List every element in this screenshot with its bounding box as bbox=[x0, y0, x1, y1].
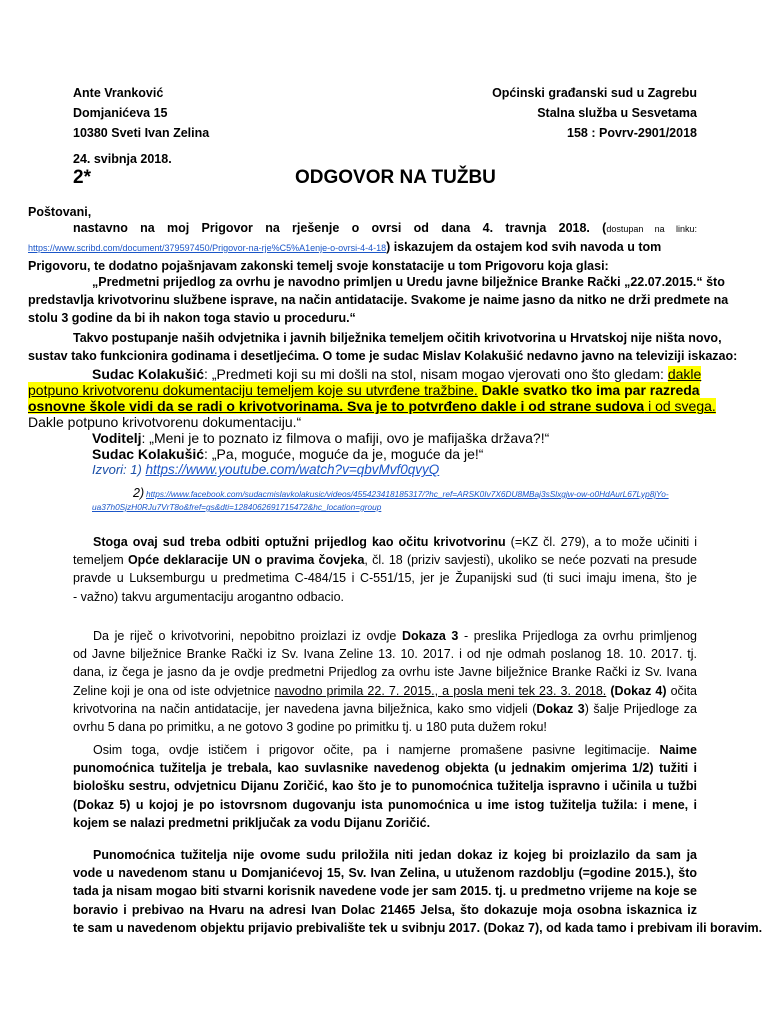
forgery-line-5-a: krivotvorina na način antidatacije, jer navedena javna bilježnica, kako smo vidjeli ( bbox=[73, 701, 537, 716]
forgery-line-2: od Javne bilježnice Branke Rački iz Sv. Ivana Zeline 13. 10. 2017. i od nje odmah poslanog 18. 10. 2017. tj. bbox=[73, 647, 697, 662]
argument-line-2-end: , čl. 18 (priziv savjesti), ukoliko se neće pozvati na presude bbox=[364, 553, 697, 568]
context-line-1: Takvo postupanje naših odvjetnika i javnih bilježnika temeljem očitih krivotvorina u Hrvatskoj nije ništa novo, bbox=[73, 331, 722, 345]
highlight-anyone-sees: Dakle svatko tko ima par razreda bbox=[477, 382, 700, 398]
highlight-forged-docs: potpuno krivotvorenu dokumentaciju temeljem koje su utvrđene tražbine. bbox=[28, 382, 478, 398]
highlight-confirmed: osnovne škole vidi da se radi o krivotvorinama. Sva je to potvrđeno dakle i od strane sudova bbox=[28, 398, 645, 414]
forgery-line-1-c: - preslika Prijedloga za ovrhu primljenog bbox=[458, 629, 697, 643]
forgery-line-6: ovrhu 5 dana po primitku, a ne gotovo 3 godine po primitku tj. u 180 puta dužem roku! bbox=[73, 719, 547, 734]
intro-line-3: Prigovoru, te dodatno pojašnjavam zakonski temelj svoje konstatacije u tom Prigovoru koja glasi: bbox=[28, 259, 609, 274]
legitimacy-line-1-a: Osim toga, ovdje ističem i prigovor očite, pa i namjerne promašene pasivne legitimacije. bbox=[93, 743, 660, 757]
argument-bold-claim: Stoga ovaj sud treba odbiti optužni prijedlog kao očitu krivotvorinu bbox=[93, 535, 506, 549]
argument-line-3: pravde u Luksemburgu u predmetima C-484/15 i C-551/15, jer je Županijski sud (ti suci imaju imena, što je bbox=[73, 571, 697, 586]
evidence-3-ref: Dokaz 3 bbox=[536, 701, 585, 716]
quote-line-1: „Predmetni prijedlog za ovrhu je navodno primljen u Uredu javne bilježnice Branke Rački „22.07.2015.“ što bbox=[92, 275, 725, 289]
argument-line-4: - važno) takvu argumentaciju arogantno odbacio. bbox=[73, 589, 344, 604]
legitimacy-naime: Naime bbox=[659, 743, 697, 757]
sender-name: Ante Vranković bbox=[73, 86, 164, 100]
salutation: Poštovani, bbox=[28, 205, 92, 219]
legitimacy-line-4: (Dokaz 5) u kojoj je po istovrsnom dugovanju ista punomoćnica u ime istog tužitelja tužila: i mene, i bbox=[73, 797, 697, 812]
intro-paragraph bbox=[28, 219, 697, 275]
context-line-2: sustav tako funkcionira godinama i desetljećima. O tome je sudac Mislav Kolakušić nedavno javno na televiziji iskazao: bbox=[28, 349, 738, 364]
youtube-link[interactable]: https://www.youtube.com/watch?v=qbvMvf0qvyQ bbox=[145, 462, 440, 477]
speaker-judge-2: Sudac Kolakušić bbox=[92, 446, 205, 462]
argument-line-2-start: temeljem bbox=[73, 553, 128, 568]
document-date: 24. svibnja 2018. bbox=[73, 152, 172, 166]
document-title: ODGOVOR NA TUŽBU bbox=[295, 167, 496, 188]
context-paragraph bbox=[28, 329, 738, 365]
forgery-line-1-a: Da je riječ o krivotvorini, nepobitno proizlazi iz ovdje bbox=[93, 629, 402, 643]
residence-line-2: vode u navedenom stanu u Domjanićevoj 15, Sv. Ivan Zelina, u utuženom razdoblju (=godine 2015.), što bbox=[73, 866, 697, 881]
evidence-7: Dokaz 7 bbox=[487, 920, 535, 935]
judge-statement-2: : „Pa, moguće, moguće da je, moguće da je!“ bbox=[204, 446, 484, 462]
residence-line-4-a: boravio i prebivao na Hvaru na adresi Ivan Dolac 21465 Jelsa, što dokazuje moja osobna iskaznica iz bbox=[73, 902, 697, 917]
residence-line-3: tada ja nisam mogao biti stvarni korisnik navedene vode jer sam 2015. tj. u predmetno vrijeme na koje se bbox=[73, 884, 697, 899]
argument-paragraph bbox=[73, 533, 697, 606]
legitimacy-paragraph bbox=[73, 741, 697, 832]
forgery-line-4-a: Zeline koji je ona od iste odvjetnice bbox=[73, 683, 275, 698]
forgery-paragraph bbox=[73, 627, 697, 736]
highlight-dakle: dakle bbox=[667, 366, 702, 382]
evidence-3: Dokaza 3 bbox=[402, 629, 459, 643]
legitimacy-line-5: kojem se nalazi predmetni priključak za vodu Dijanu Zoričić. bbox=[73, 815, 431, 830]
intro-line-1: nastavno na moj Prigovor na rješenje o ovrsi od dana 4. travnja 2018. ( bbox=[73, 221, 607, 235]
link-note: dostupan na linku: bbox=[606, 224, 697, 234]
sender-street: Domjanićeva 15 bbox=[73, 106, 168, 120]
argument-line-1-end: (=KZ čl. 279), a to može učiniti i bbox=[505, 535, 697, 549]
sources-label: Izvori: 1) bbox=[92, 462, 146, 477]
interview-block bbox=[28, 366, 718, 478]
quoted-statement bbox=[28, 273, 729, 328]
sender-city: 10380 Sveti Ivan Zelina bbox=[73, 126, 210, 140]
quote-line-3: stolu 3 godine da bi ih nakon toga stavio u proceduru.“ bbox=[28, 311, 356, 326]
speaker-judge: Sudac Kolakušić bbox=[92, 366, 205, 382]
judge-statement-start: : „Predmeti koji su mi došli na stol, nisam mogao vjerovati ono što gledam: bbox=[204, 366, 668, 382]
page-mark: 2* bbox=[73, 167, 91, 188]
evidence-4: (Dokaz 4) bbox=[606, 683, 667, 698]
intro-line-2: ) iskazujem da ostajem kod svih navoda u tom bbox=[386, 240, 662, 254]
case-number: 158 : Povrv-2901/2018 bbox=[567, 126, 697, 140]
legitimacy-line-2: punomoćnica tužitelja je trebala, kao suvlasnike navedenog objekta (u jednakim omjerima 1/2) tužiti i bbox=[73, 761, 697, 776]
host-statement: : „Meni je to poznato iz filmova o mafiji, ovo je mafijaška država?!“ bbox=[141, 430, 550, 446]
highlight-everything: i od svega. bbox=[644, 398, 716, 414]
forgery-line-3: dana, iz čega je jasno da je ovdje predmetni Prijedlog za ovrhu iste Javne bilježnice Branke Rački iz Sv. Ivana bbox=[73, 665, 697, 680]
residence-line-5-c: ), od kada tamo i prebivam ili boravim. bbox=[534, 920, 763, 935]
source-2-number: 2) bbox=[133, 486, 145, 500]
un-declaration: Opće deklaracije UN o pravima čovjeka bbox=[127, 553, 365, 568]
court-department: Stalna služba u Sesvetama bbox=[537, 106, 697, 120]
scribd-link[interactable]: https://www.scribd.com/document/379597450/Prigovor-na-rje%C5%A1enje-o-ovrsi-4-4-18 bbox=[28, 243, 387, 253]
speaker-host: Voditelj bbox=[92, 430, 142, 446]
legitimacy-line-3: biološku sestru, odvjetnicu Dijanu Zoričić, kao što je to punomoćnica tužitelja ispravno i učinila u tužbi bbox=[73, 779, 697, 794]
judge-statement-end: Dakle potpuno krivotvorenu dokumentaciju.“ bbox=[28, 414, 302, 430]
facebook-link-part-2[interactable]: ua37h0SjzH0RJu7VrT8o&fref=gs&dti=1284062691715472&hc_location=group bbox=[92, 502, 382, 512]
residence-line-1: Punomoćnica tužitelja nije ovome sudu priložila niti jedan dokaz iz kojeg bi proizlazilo da sam ja bbox=[93, 848, 697, 862]
residence-line-5-a: te sam u navedenom objektu prijavio prebivalište tek u svibnju 2017. ( bbox=[73, 920, 488, 935]
residence-paragraph bbox=[73, 846, 763, 937]
quote-line-2: predstavlja krivotvorinu službene isprave, na način antidatacije. Svakome je naime jasno da nitko ne drži predmete na bbox=[28, 293, 729, 308]
forgery-line-4-d: očita bbox=[666, 683, 697, 698]
forgery-dates: navodno primila 22. 7. 2015., a posla meni tek 23. 3. 2018. bbox=[274, 683, 607, 698]
court-name: Općinski građanski sud u Zagrebu bbox=[492, 86, 697, 100]
facebook-link-part-1[interactable]: https://www.facebook.com/sudacmislavkolakusic/videos/455423418185317/?hc_ref=ARSK0Iv7X6DU8MBaj3sSlxgjw-ow-o0HdAurL67Lyp8jYo- bbox=[146, 489, 669, 499]
forgery-line-5-c: ) šalje Prijedloge za bbox=[584, 701, 697, 716]
